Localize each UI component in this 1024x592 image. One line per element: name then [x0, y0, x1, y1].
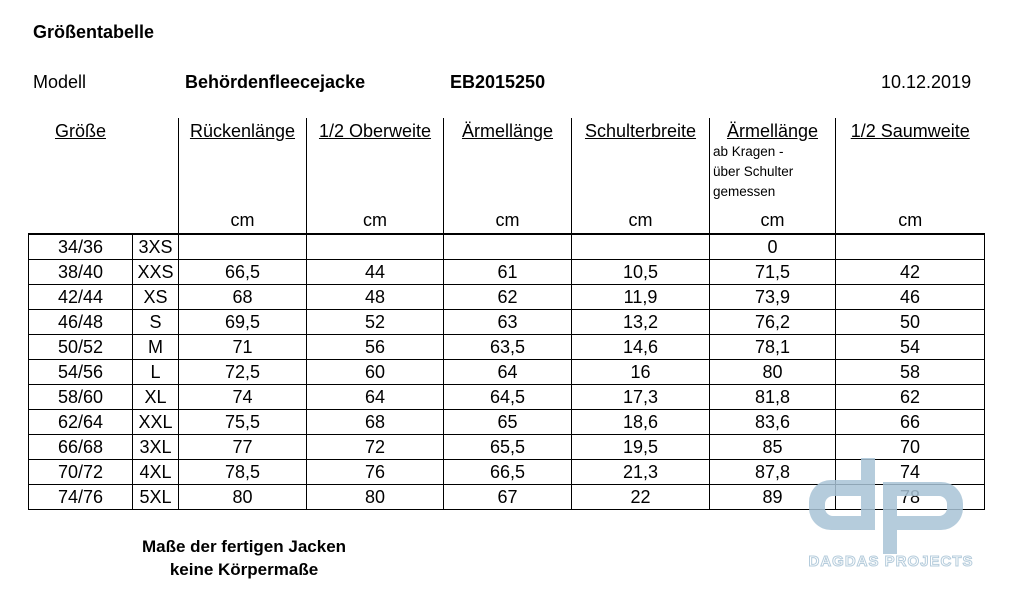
- cell-half-hem-width: 74: [836, 460, 985, 485]
- cell-size: 46/48: [29, 310, 133, 335]
- table-header-row: [29, 118, 985, 234]
- cell-shoulder-width: 21,3: [572, 460, 710, 485]
- cell-size: 70/72: [29, 460, 133, 485]
- cell-half-chest: 48: [307, 285, 444, 310]
- cell-half-hem-width: 66: [836, 410, 985, 435]
- header-half-hem-width: 1/2 Saumweite cm: [836, 118, 985, 234]
- cell-back-length: 75,5: [179, 410, 307, 435]
- cell-shoulder-width: 17,3: [572, 385, 710, 410]
- logo-company-text: DAGDAS PROJECTS: [808, 553, 974, 570]
- cell-size: 62/64: [29, 410, 133, 435]
- cell-shoulder-width: 10,5: [572, 260, 710, 285]
- table-row: [29, 260, 985, 285]
- cell-back-length: 80: [179, 485, 307, 510]
- cell-half-hem-width: 70: [836, 435, 985, 460]
- cell-size-letter: XXS: [133, 260, 179, 285]
- cell-size-letter: 4XL: [133, 460, 179, 485]
- footer-line-1: Maße der fertigen Jacken: [141, 537, 347, 556]
- cell-sleeve-length: 67: [444, 485, 572, 510]
- cell-shoulder-width: 16: [572, 360, 710, 385]
- cell-half-chest: 60: [307, 360, 444, 385]
- cell-shoulder-width: 18,6: [572, 410, 710, 435]
- table-row: [29, 285, 985, 310]
- size-table: [28, 118, 985, 510]
- cell-back-length: 77: [179, 435, 307, 460]
- cell-sleeve-length: 62: [444, 285, 572, 310]
- dp-logo-watermark: [799, 456, 984, 571]
- cell-sleeve-length: 61: [444, 260, 572, 285]
- cell-sleeve-length: 63: [444, 310, 572, 335]
- cell-size-letter: S: [133, 310, 179, 335]
- cell-back-length: 74: [179, 385, 307, 410]
- header-shoulder-width: Schulterbreite cm: [572, 118, 710, 234]
- document-date: 10.12.2019: [881, 72, 972, 92]
- cell-back-length: 66,5: [179, 260, 307, 285]
- cell-shoulder-width: 11,9: [572, 285, 710, 310]
- cell-shoulder-width: 13,2: [572, 310, 710, 335]
- cell-half-chest: 44: [307, 260, 444, 285]
- model-name: Behördenfleecejacke: [185, 72, 366, 92]
- header-size-letter: [133, 118, 179, 234]
- cell-shoulder-width: 19,5: [572, 435, 710, 460]
- page-title: Größentabelle: [33, 22, 155, 42]
- cell-half-hem-width: 58: [836, 360, 985, 385]
- cell-size-letter: L: [133, 360, 179, 385]
- cell-half-chest: 76: [307, 460, 444, 485]
- cell-half-chest: 64: [307, 385, 444, 410]
- footer-line-2: keine Körpermaße: [169, 560, 319, 579]
- cell-sleeve-length-collar: 78,1: [710, 335, 836, 360]
- table-row: [29, 360, 985, 385]
- cell-size-letter: 3XS: [133, 234, 179, 260]
- cell-half-chest: 56: [307, 335, 444, 360]
- cell-half-chest: 52: [307, 310, 444, 335]
- cell-sleeve-length-collar: 76,2: [710, 310, 836, 335]
- table-row: [29, 410, 985, 435]
- cell-size: 38/40: [29, 260, 133, 285]
- cell-sleeve-length-collar: 83,6: [710, 410, 836, 435]
- cell-half-hem-width: [836, 234, 985, 260]
- header-half-chest: 1/2 Oberweite cm: [307, 118, 444, 234]
- footer-note: [94, 535, 394, 581]
- cell-shoulder-width: 22: [572, 485, 710, 510]
- cell-half-hem-width: 78: [836, 485, 985, 510]
- cell-back-length: 78,5: [179, 460, 307, 485]
- cell-back-length: 71: [179, 335, 307, 360]
- cell-size-letter: M: [133, 335, 179, 360]
- cell-sleeve-length-collar: 73,9: [710, 285, 836, 310]
- model-label: Modell: [33, 72, 87, 92]
- cell-half-chest: 68: [307, 410, 444, 435]
- cell-shoulder-width: 14,6: [572, 335, 710, 360]
- cell-sleeve-length: 65,5: [444, 435, 572, 460]
- cell-half-hem-width: 62: [836, 385, 985, 410]
- header-size: Größe: [29, 118, 133, 234]
- header-sleeve-length-collar: Ärmellänge ab Kragen - über Schulter gemessen cm: [710, 118, 836, 234]
- cell-sleeve-length: 63,5: [444, 335, 572, 360]
- article-number: EB2015250: [450, 72, 546, 92]
- cell-half-hem-width: 54: [836, 335, 985, 360]
- table-row: [29, 234, 985, 260]
- cell-size-letter: 5XL: [133, 485, 179, 510]
- cell-back-length: [179, 234, 307, 260]
- header-sleeve-length: Ärmellänge cm: [444, 118, 572, 234]
- cell-sleeve-length-collar: 81,8: [710, 385, 836, 410]
- cell-size-letter: XL: [133, 385, 179, 410]
- cell-size: 50/52: [29, 335, 133, 360]
- header-note-line: über Schulter: [713, 164, 794, 179]
- cell-sleeve-length-collar: 80: [710, 360, 836, 385]
- cell-size: 54/56: [29, 360, 133, 385]
- header-note-line: gemessen: [713, 184, 776, 199]
- cell-sleeve-length: [444, 234, 572, 260]
- cell-size-letter: XXL: [133, 410, 179, 435]
- cell-back-length: 69,5: [179, 310, 307, 335]
- logo-letter-p-shape: [883, 482, 963, 554]
- logo-letter-d-shape: [809, 458, 875, 530]
- cell-back-length: 68: [179, 285, 307, 310]
- cell-size-letter: 3XL: [133, 435, 179, 460]
- cell-size: 66/68: [29, 435, 133, 460]
- table-row: [29, 385, 985, 410]
- table-row: [29, 335, 985, 360]
- cell-sleeve-length-collar: 85: [710, 435, 836, 460]
- cell-size: 58/60: [29, 385, 133, 410]
- cell-size: 42/44: [29, 285, 133, 310]
- cell-half-hem-width: 46: [836, 285, 985, 310]
- cell-half-chest: [307, 234, 444, 260]
- cell-sleeve-length-collar: 87,8: [710, 460, 836, 485]
- cell-sleeve-length-collar: 0: [710, 234, 836, 260]
- cell-sleeve-length-collar: 89: [710, 485, 836, 510]
- cell-sleeve-length: 64: [444, 360, 572, 385]
- cell-size: 34/36: [29, 234, 133, 260]
- cell-half-chest: 72: [307, 435, 444, 460]
- cell-size: 74/76: [29, 485, 133, 510]
- cell-sleeve-length-collar: 71,5: [710, 260, 836, 285]
- cell-shoulder-width: [572, 234, 710, 260]
- header-note-line: ab Kragen -: [713, 144, 784, 159]
- cell-back-length: 72,5: [179, 360, 307, 385]
- cell-sleeve-length: 66,5: [444, 460, 572, 485]
- cell-half-hem-width: 42: [836, 260, 985, 285]
- cell-sleeve-length: 65: [444, 410, 572, 435]
- cell-sleeve-length: 64,5: [444, 385, 572, 410]
- cell-half-hem-width: 50: [836, 310, 985, 335]
- header-back-length: Rückenlänge cm: [179, 118, 307, 234]
- table-row: [29, 310, 985, 335]
- cell-size-letter: XS: [133, 285, 179, 310]
- cell-half-chest: 80: [307, 485, 444, 510]
